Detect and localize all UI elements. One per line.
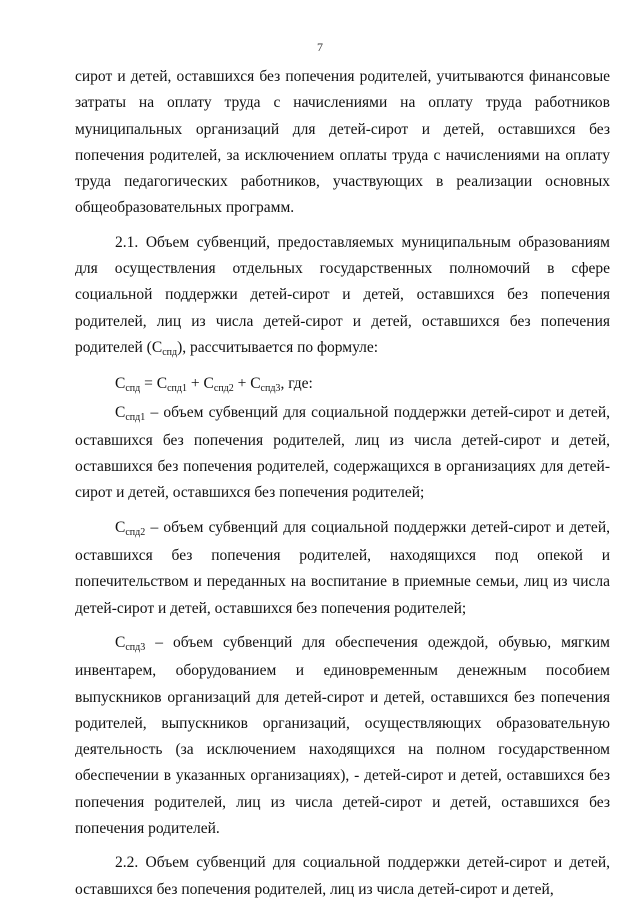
paragraph-continuation: сирот и детей, оставшихся без попечения родителей, учитываются финансовые затраты на оплату труда с начислениями на оплату труда работников муниципальных организаций для детей-сирот и детей, оставшихся без попечения родителей, за исключением оплаты труда с начислениями на оплату труда педагогических работников, участвующих в реализации основных общеобразовательных программ. [75,68,610,217]
page-number: 7 [317,40,323,54]
definition-1 [75,400,610,507]
paragraph-2-1-text: 2.1. Объем субвенций, предоставляемых муниципальным образованиям для осуществления отдельных государственных полномочий в сфере социальной поддержки детей-сирот и детей, оставшихся без попечения родителей, лиц из числа детей-сирот и детей, оставшихся без попечения родителей (С [75,233,610,356]
paragraph-2-1-subscript: спд [162,346,178,358]
document-body [75,64,610,903]
formula-term-3: С [250,375,261,393]
formula-term-1: С [156,375,168,393]
paragraph-2-2: 2.2. Объем субвенций для социальной поддержки детей-сирот и детей, оставшихся без попечения родителей, лиц из числа детей-сирот и детей, [75,854,610,898]
formula-term-2: С [203,375,214,393]
definition-1-symbol: С [115,403,126,421]
definition-1-text: – объем субвенций для социальной поддержки детей-сирот и детей, оставшихся без попечения родителей, лиц из числа детей-сирот и детей, оставшихся без попечения родителей, содержащихся в организациях для детей-сирот и детей, оставшихся без попечения родителей; [75,403,610,502]
formula: Сспд = Сспд1 + Сспд2 + Сспд3, где: [115,375,313,395]
definition-2-symbol: С [115,518,126,536]
definition-3-text: – объем субвенций для обеспечения одеждой, обувью, мягким инвентарем, оборудованием и единовременным денежным пособием выпускников организаций для детей-сирот и детей, оставшихся без попечения родителей, выпускников организаций, осуществляющих образовательную деятельность (за исключением находящихся на полном государственном обеспечении в указанных организациях), - детей-сирот и детей, оставшихся без попечения родителей, лиц из числа детей-сирот и детей, оставшихся без попечения родителей. [75,633,610,838]
definition-2-subscript: спд2 [125,526,146,538]
formula-term-1-sub: спд1 [167,383,187,395]
formula-lhs-sub: спд [125,383,141,395]
formula-term-2-sub: спд2 [213,383,234,395]
definition-2-text: – объем субвенций для социальной поддержки детей-сирот и детей, оставшихся без попечения родителей, находящихся под опекой и попечительством и переданных на воспитание в приемные семьи, лиц из числа детей-сирот и детей, оставшихся без попечения родителей; [75,518,610,617]
definition-3-subscript: спд3 [125,641,146,653]
definition-2 [75,515,610,622]
definition-1-subscript: спд1 [125,411,146,423]
paragraph-2-1 [75,230,610,363]
definition-3 [75,630,610,842]
formula-term-3-sub: спд3 [260,383,281,395]
formula-lhs: С [115,375,126,393]
formula-tail: , где: [280,375,313,393]
definition-3-symbol: С [115,633,126,651]
paragraph-2-1-end: ), рассчитывается по формуле: [177,338,379,356]
